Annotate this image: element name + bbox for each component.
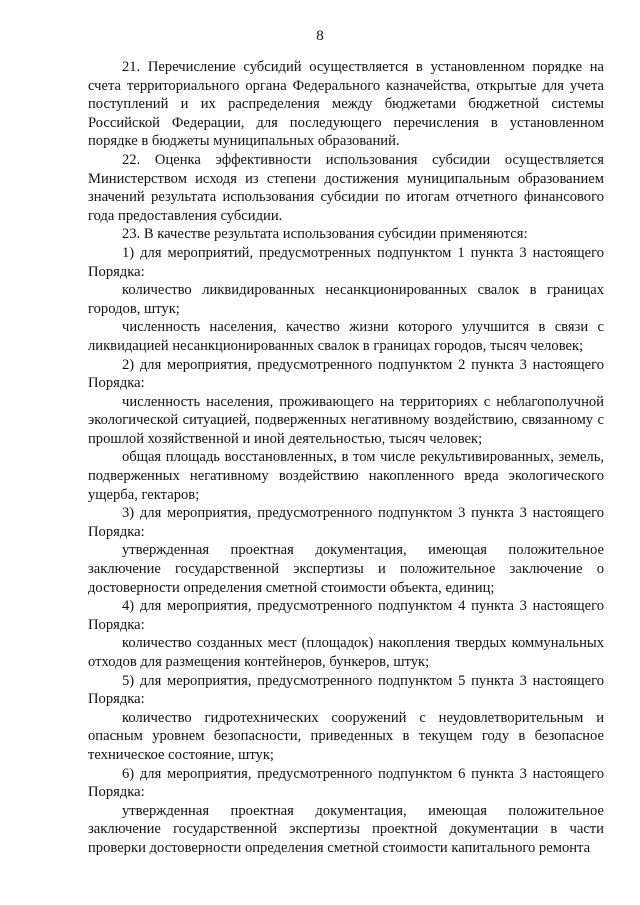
item-6-heading: 6) для мероприятия, предусмотренного подпунктом 6 пункта 3 настоящего Порядка: [88,765,604,801]
item-2-heading: 2) для мероприятия, предусмотренного подпунктом 2 пункта 3 настоящего Порядка: [88,356,604,392]
paragraph-22: 22. Оценка эффективности использования субсидии осуществляется Министерством исходя из степени достижения муниципальным образованием значений результата использования субсидии по итогам отчетного финансового года предоставления субсидии. [88,151,604,224]
item-3-indicator-1: утвержденная проектная документация, имеющая положительное заключение государственной экспертизы и положительное заключение о достоверности определения сметной стоимости объекта, единиц; [88,542,604,596]
paragraph-21: 21. Перечисление субсидий осуществляется в установленном порядке на счета территориального органа Федерального казначейства, открытые для учета поступлений и их распределения между бюджетами бюджетной системы Российской Федерации, для последующего перечисления в установленном порядке в бюджеты муниципальных образований. [88,59,604,150]
page-number: 8 [316,28,324,44]
item-6-indicator-1: утвержденная проектная документация, имеющая положительное заключение государственной экспертизы проектной документации в части проверки достоверности определения сметной стоимости капитального ремонта [88,802,604,856]
item-3-heading: 3) для мероприятия, предусмотренного подпунктом 3 пункта 3 настоящего Порядка: [88,505,604,540]
item-1-indicator-2: численность населения, качество жизни которого улучшится в связи с ликвидацией несанкционированных свалок в границах городов, тысяч человек; [88,319,604,354]
item-1-indicator-1: количество ликвидированных несанкционированных свалок в границах городов, штук; [88,282,604,317]
item-2-indicator-2: общая площадь восстановленных, в том числе рекультивированных, земель, подверженных негативному воздействию накопленного вреда экологического ущерба, гектаров; [88,449,604,503]
item-5-indicator-1: количество гидротехнических сооружений с неудовлетворительным и опасным уровнем безопасности, приведенных в текущем году в безопасное техническое состояние, штук; [88,709,604,763]
item-4-indicator-1: количество созданных мест (площадок) накопления твердых коммунальных отходов для размещения контейнеров, бункеров, штук; [88,635,604,670]
item-1-heading: 1) для мероприятий, предусмотренных подпунктом 1 пункта 3 настоящего Порядка: [88,244,604,280]
item-4-heading: 4) для мероприятия, предусмотренного подпунктом 4 пункта 3 настоящего Порядка: [88,598,604,633]
item-2-indicator-1: численность населения, проживающего на территориях с неблагополучной экологической ситуацией, подверженных негативному воздействию, связанному с прошлой хозяйственной и иной деятельностью, тысяч человек; [88,393,604,447]
document-body [88,58,604,858]
item-5-heading: 5) для мероприятия, предусмотренного подпунктом 5 пункта 3 настоящего Порядка: [88,672,604,708]
paragraph-23-intro: 23. В качестве результата использования субсидии применяются: [122,226,528,243]
